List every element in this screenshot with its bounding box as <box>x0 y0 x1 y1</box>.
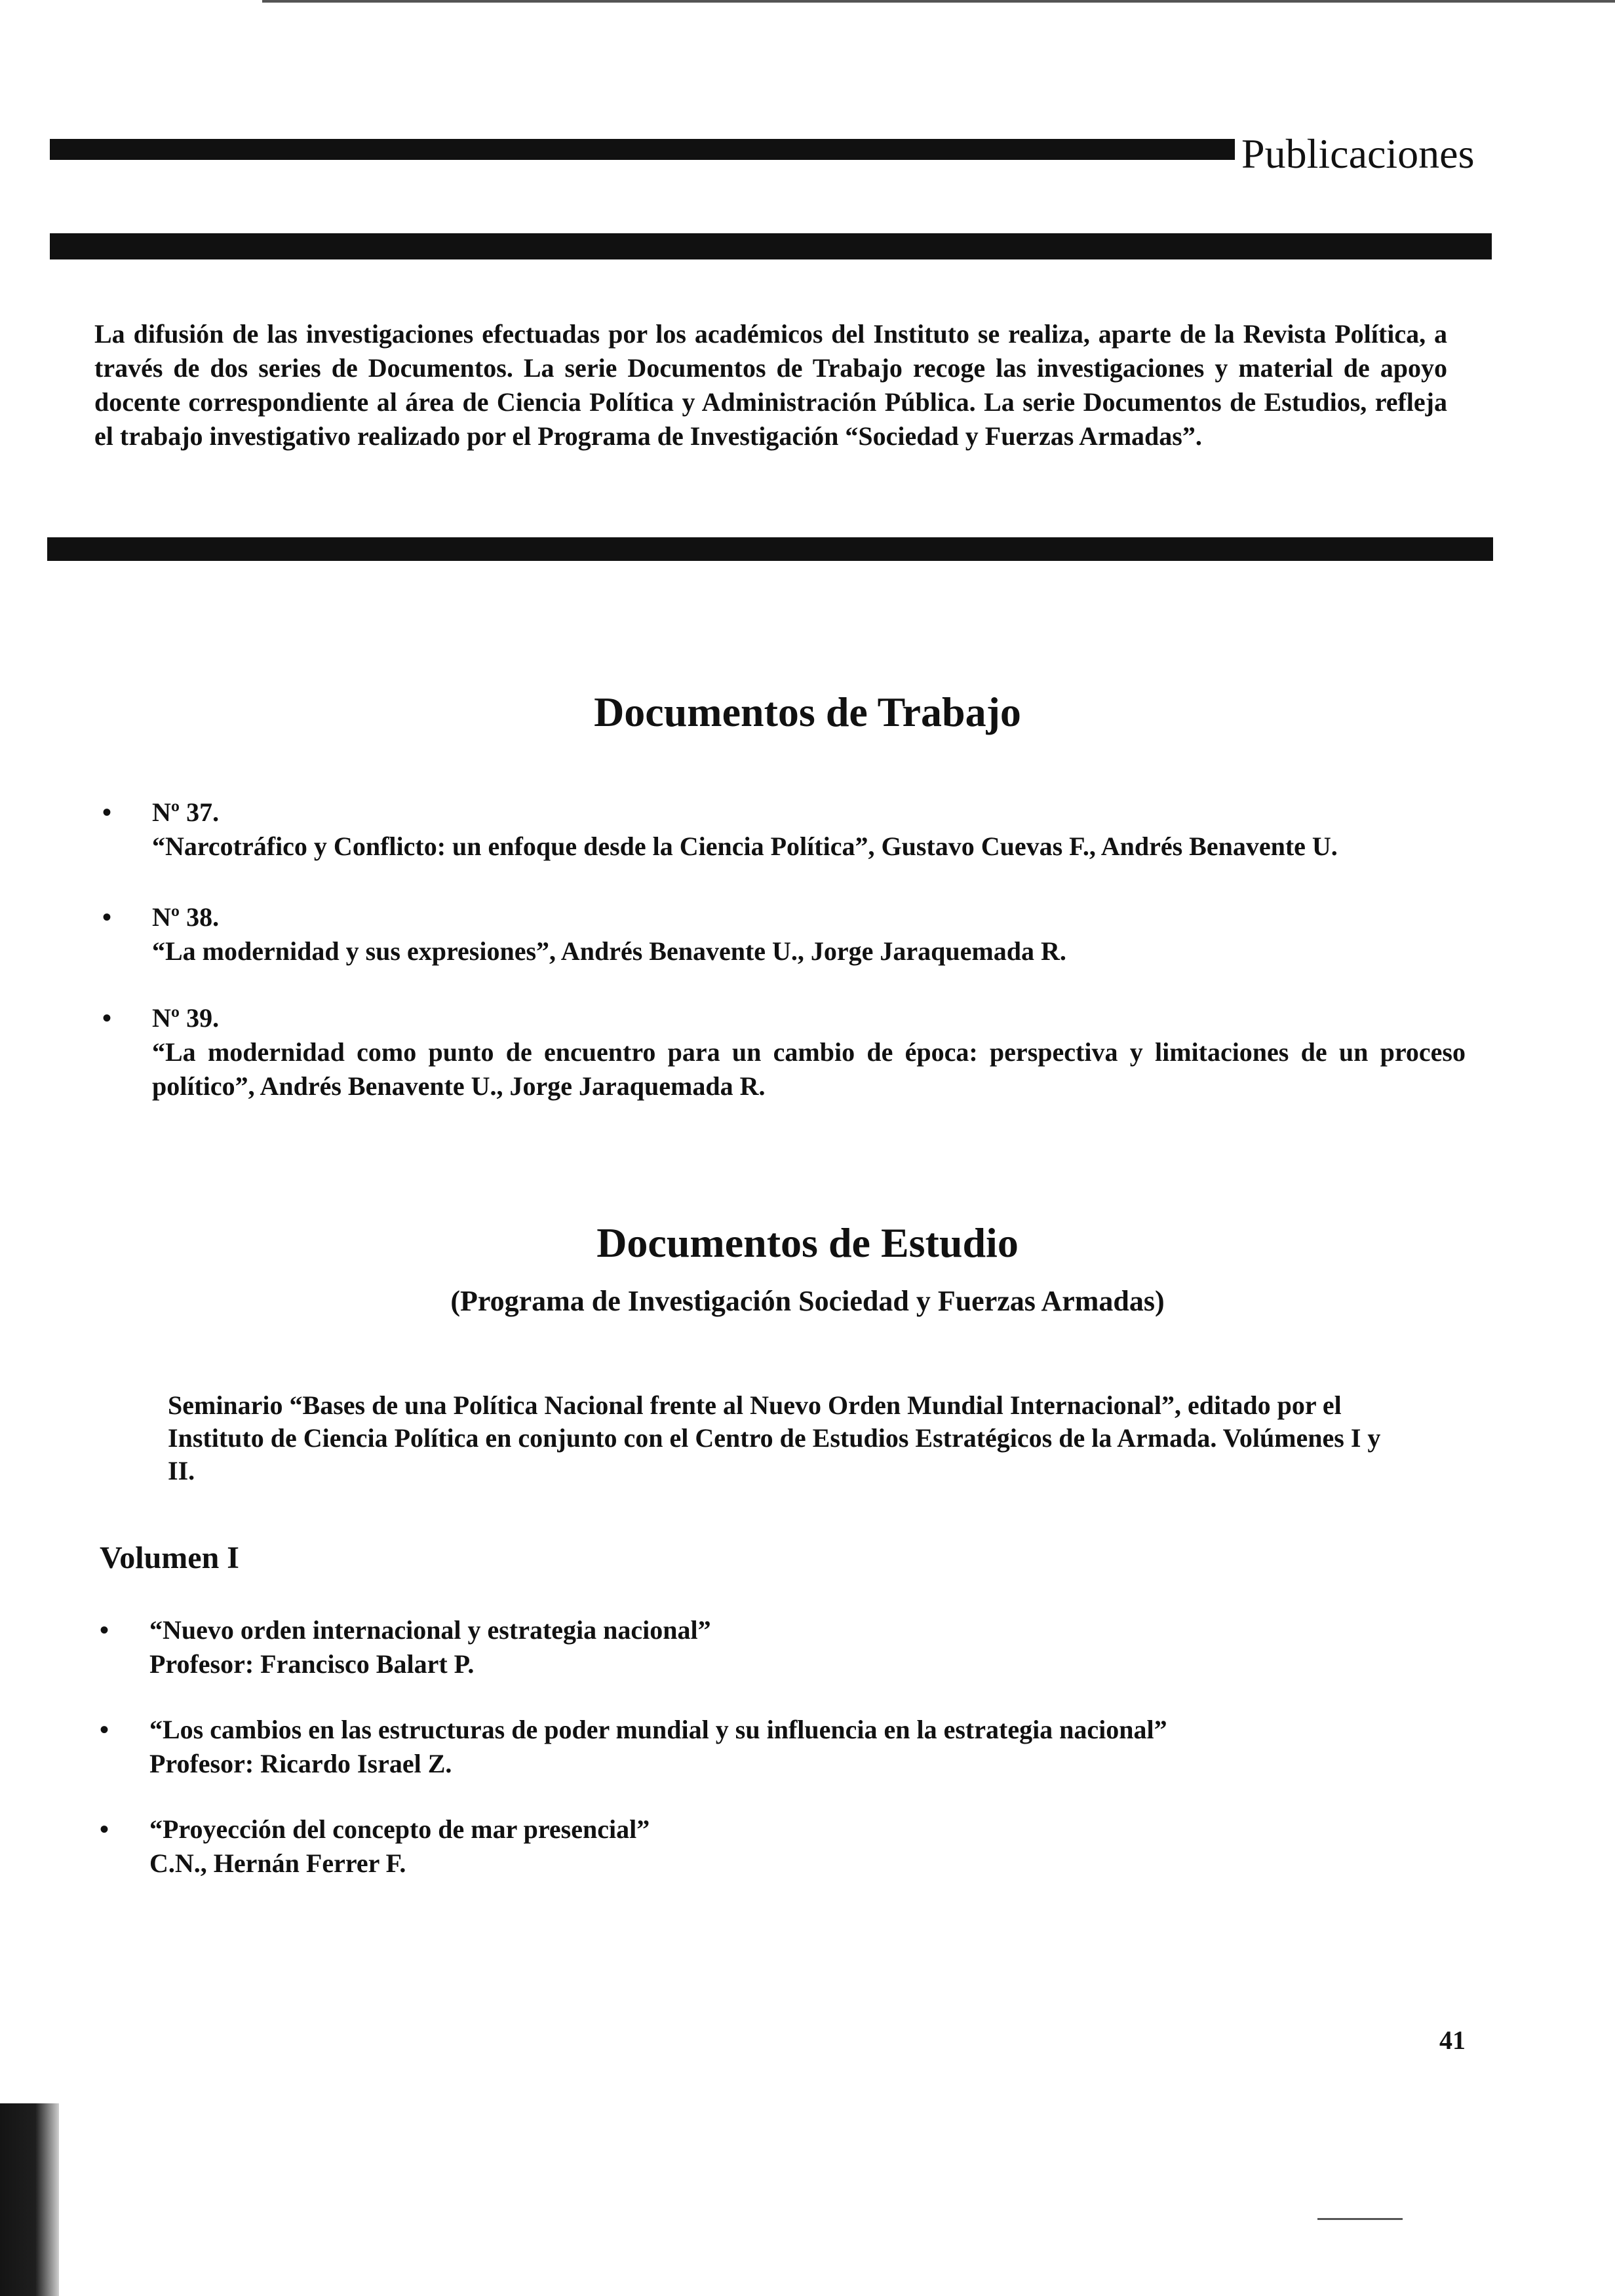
bullet-icon: • <box>102 902 112 932</box>
section-divider <box>47 537 1493 561</box>
document-number: Nº 39. <box>152 1003 220 1033</box>
lecture-author: Profesor: Ricardo Israel Z. <box>149 1749 452 1778</box>
header-rule-top <box>50 139 1235 160</box>
document-number: Nº 38. <box>152 902 220 932</box>
lecture-title: “Los cambios en las estructuras de poder mundial y su influencia en la estrategia nacional” <box>149 1715 1167 1744</box>
document-number: Nº 37. <box>152 797 220 827</box>
document-reference: “La modernidad y sus expresiones”, Andrés Benavente U., Jorge Jaraquemada R. <box>152 936 1066 966</box>
bullet-icon: • <box>100 1715 109 1744</box>
bullet-icon: • <box>102 797 112 827</box>
lecture-author: Profesor: Francisco Balart P. <box>149 1649 475 1679</box>
section-title-documentos-trabajo: Documentos de Trabajo <box>594 689 1021 735</box>
section-title-documentos-estudio: Documentos de Estudio <box>596 1219 1019 1266</box>
seminario-paragraph: Seminario “Bases de una Política Nacional frente al Nuevo Orden Mundial Internacional”, editado por el Instituto de Ciencia Política en conjunto con el Centro de Estudios Estratégicos de la Armada. Volúmenes I y II. <box>168 1390 1381 1485</box>
page-header-title: Publicaciones <box>1241 130 1475 177</box>
header-rule-bottom <box>50 233 1492 259</box>
document-reference: “La modernidad como punto de encuentro para un cambio de época: perspectiva y limitaciones de un proceso político”, Andrés Benavente U., Jorge Jaraquemada R. <box>152 1037 1466 1101</box>
footer-rule <box>1317 2218 1403 2220</box>
lecture-author: C.N., Hernán Ferrer F. <box>149 1848 406 1878</box>
bullet-icon: • <box>102 1003 112 1033</box>
lecture-title: “Proyección del concepto de mar presencial” <box>149 1814 650 1844</box>
lecture-title: “Nuevo orden internacional y estrategia nacional” <box>149 1615 711 1645</box>
page-number: 41 <box>1439 2025 1466 2055</box>
scan-top-edge <box>262 0 1615 3</box>
volume-title: Volumen I <box>100 1540 239 1575</box>
scan-binding-shadow <box>0 2103 59 2296</box>
bullet-icon: • <box>100 1814 109 1844</box>
section-subtitle: (Programa de Investigación Sociedad y Fuerzas Armadas) <box>450 1285 1165 1317</box>
document-reference: “Narcotráfico y Conflicto: un enfoque desde la Ciencia Política”, Gustavo Cuevas F., Andrés Benavente U. <box>152 832 1338 861</box>
bullet-icon: • <box>100 1615 109 1645</box>
intro-paragraph: La difusión de las investigaciones efectuadas por los académicos del Instituto se realiza, aparte de la Revista Política, a través de dos series de Documentos. La serie Documentos de Trabajo recoge las investigaciones y material de apoyo docente correspondiente al área de Ciencia Política y Administración Pública. La serie Documentos de Estudios, refleja el trabajo investigativo realizado por el Programa de Investigación “Sociedad y Fuerzas Armadas”. <box>94 319 1447 451</box>
